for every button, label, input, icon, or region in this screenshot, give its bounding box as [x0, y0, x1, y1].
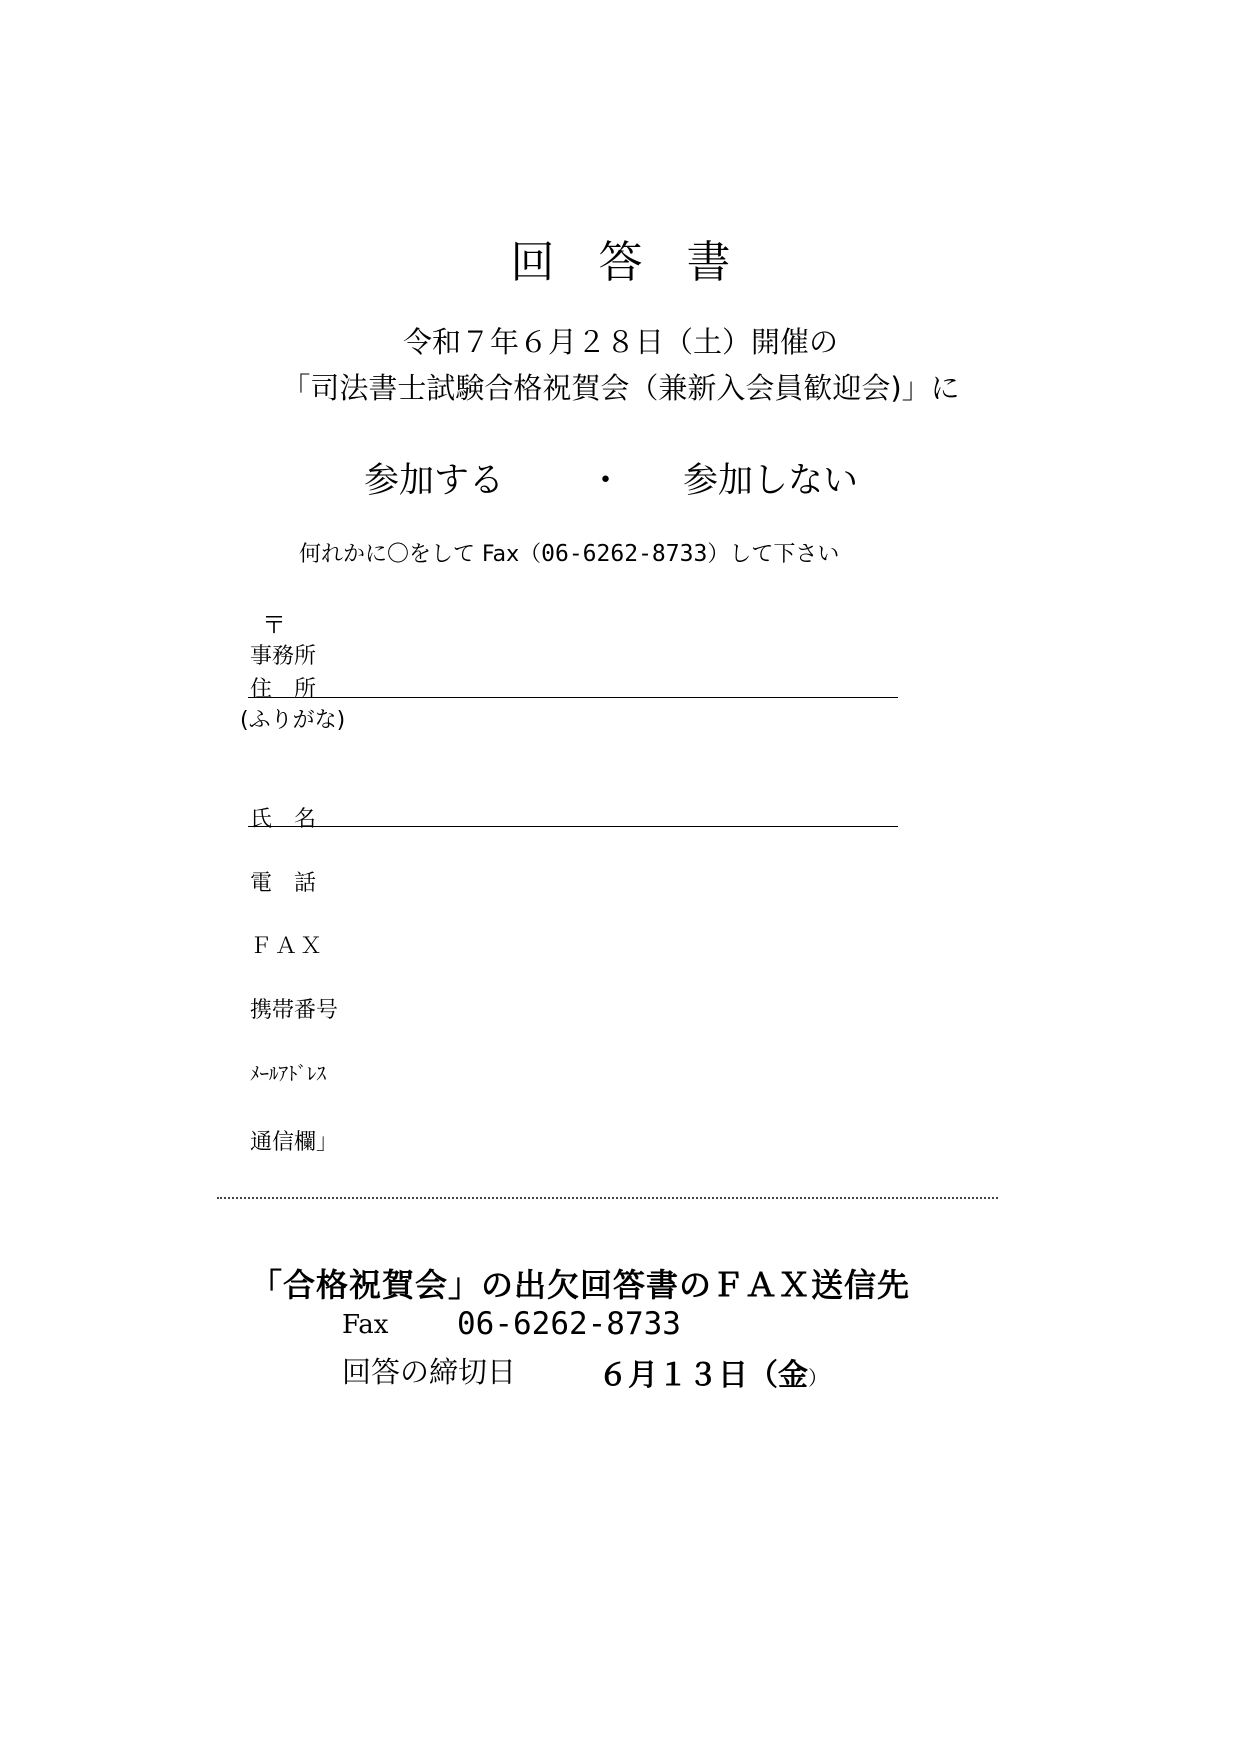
choice-separator: ・: [588, 461, 624, 501]
notes-label: 通信欄」: [250, 1130, 339, 1155]
instruction-fax-number: 06-6262-8733: [541, 541, 708, 567]
instruction-after: ）して下さい: [707, 542, 840, 567]
instruction-before: 何れかに〇をして Fax（: [299, 542, 542, 567]
fax-row-label: Fax: [342, 1310, 389, 1340]
page-title: 回答書: [510, 237, 775, 288]
fax-destination-heading: 「合格祝賀会」の出欠回答書のＦＡＸ送信先: [250, 1266, 911, 1304]
deadline-date-text: ６月１３日（金: [598, 1358, 808, 1393]
furigana-label: (ふりがな): [240, 708, 346, 733]
deadline-date-close: ）: [808, 1366, 828, 1390]
office-label: 事務所: [250, 644, 317, 669]
deadline-row: [342, 1350, 828, 1393]
choice-not-attend[interactable]: 参加しない: [683, 461, 859, 501]
choice-attend[interactable]: 参加する: [364, 461, 505, 501]
instruction-text: [299, 537, 839, 568]
cut-line-divider: [217, 1197, 998, 1199]
deadline-date: [598, 1350, 828, 1394]
phone-label: 電 話: [250, 871, 317, 896]
address-label: 住 所: [250, 677, 317, 702]
mobile-label: 携帯番号: [250, 998, 339, 1023]
fax-row-number: 06-6262-8733: [457, 1306, 681, 1342]
event-date-line: 令和７年６月２８日（土）開催の: [402, 325, 838, 359]
address-field-line[interactable]: [248, 697, 898, 698]
name-label: 氏 名: [250, 807, 317, 832]
fax-label: ＦＡＸ: [250, 934, 326, 959]
fax-row: [342, 1306, 681, 1342]
event-name-line: 「司法書士試験合格祝賀会（兼新入会員歓迎会)」に: [281, 371, 960, 405]
postal-mark: 〒: [262, 611, 286, 639]
email-label: ﾒｰﾙｱﾄﾞﾚｽ: [250, 1063, 327, 1085]
name-field-line[interactable]: [248, 826, 898, 827]
deadline-label: 回答の締切日: [342, 1355, 517, 1389]
